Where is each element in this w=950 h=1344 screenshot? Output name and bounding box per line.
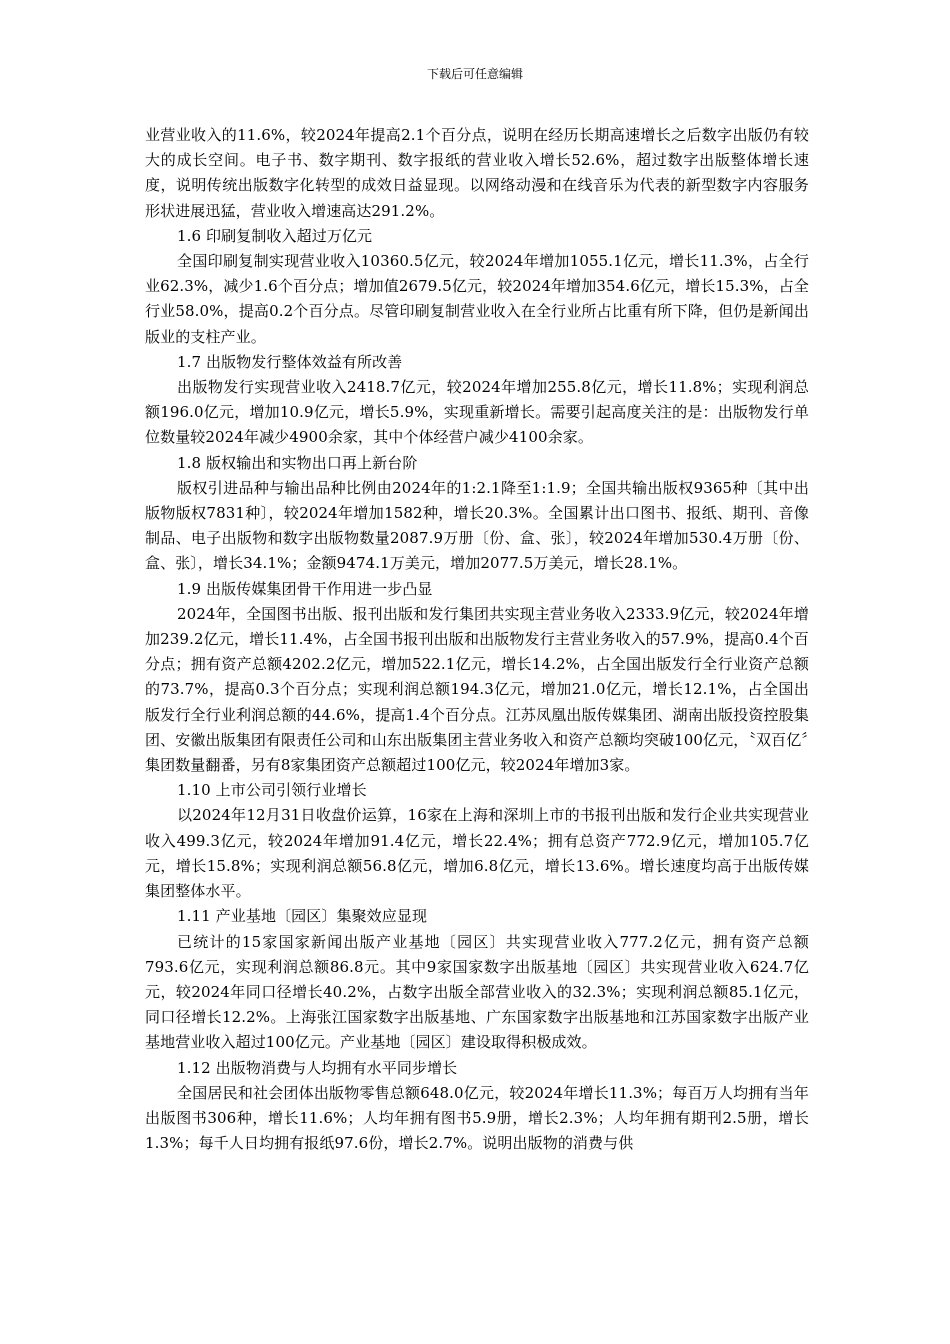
paragraph-listed-companies: 以2024年12月31日收盘价运算，16家在上海和深圳上市的书报刊出版和发行企业共实现营业收入499.3亿元，较2024年增加91.4亿元，增长22.4%；拥有总资产772.9亿元，增加105.7亿元，增长15.8%；实现利润总额56.8亿元，增加6.8亿元，增长13.6%。增长速度均高于出版传媒集团整体水平。 [145, 806, 809, 901]
section-heading-1-6: 1.6 印刷复制收入超过万亿元 [177, 226, 373, 245]
section-heading-1-9: 1.9 出版传媒集团骨干作用进一步凸显 [177, 579, 433, 598]
paragraph-media-groups: 2024年，全国图书出版、报刊出版和发行集团共实现主营业务收入2333.9亿元，较2024年增加239.2亿元，增长11.4%，占全国书报刊出版和出版物发行主营业务收入的57.9%，提高0.4个百分点；拥有资产总额4202.2亿元，增加522.1亿元，增长14.2%，占全国出版发行全行业资产总额的73.7%，提高0.3个百分点；实现利润总额194.3亿元，增加21.0亿元，增长12.1%，占全国出版发行全行业利润总额的44.6%，提高1.4个百分点。江苏凤凰出版传媒集团、湖南出版投资控股集团、安徽出版集团有限责任公司和山东出版集团主营业务收入和资产总额均突破100亿元，〝双百亿〞集团数量翻番，另有8家集团资产总额超过100亿元，较2024年增加3家。 [145, 604, 809, 775]
section-heading-1-12: 1.12 出版物消费与人均拥有水平同步增长 [177, 1058, 458, 1077]
paragraph-copyright-export: 版权引进品种与输出品种比例由2024年的1:2.1降至1:1.9；全国共输出版权9365种〔其中出版物版权7831种〕，较2024年增加1582种，增长20.3%。全国累计出口图书、报纸、期刊、音像制品、电子出版物和数字出版物数量2087.9万册〔份、盒、张〕，较2024年增加530.4万册〔份、盒、张〕，增长34.1%；金额9474.1万美元，增加2077.5万美元，增长28.1%。 [145, 478, 809, 573]
paragraph-industrial-bases: 已统计的15家国家新闻出版产业基地〔园区〕共实现营业收入777.2亿元，拥有资产总额793.6亿元，实现利润总额86.8元。其中9家国家数字出版基地〔园区〕共实现营业收入624.7亿元，较2024年同口径增长40.2%，占数字出版全部营业收入的32.3%；实现利润总额85.1亿元，同口径增长12.2%。上海张江国家数字出版基地、广东国家数字出版基地和江苏国家数字出版产业基地营业收入超过100亿元。产业基地〔园区〕建设取得积极成效。 [145, 932, 809, 1052]
paragraph-printing: 全国印刷复制实现营业收入10360.5亿元，较2024年增加1055.1亿元，增长11.3%，占全行业62.3%，减少1.6个百分点；增加值2679.5亿元，较2024年增加354.6亿元，增长15.3%，占全行业58.0%，提高0.2个百分点。尽管印刷复制营业收入在全行业所占比重有所下降，但仍是新闻出版业的支柱产业。 [145, 252, 809, 346]
paragraph-distribution: 出版物发行实现营业收入2418.7亿元，较2024年增加255.8亿元，增长11.8%；实现利润总额196.0亿元，增加10.9亿元，增长5.9%，实现重新增长。需要引起高度关注的是：出版物发行单位数量较2024年减少4900余家，其中个体经营户减少4100余家。 [145, 378, 809, 447]
paragraph-digital-publishing-cont: 业营业收入的11.6%，较2024年提高2.1个百分点，说明在经历长期高速增长之后数字出版仍有较大的成长空间。电子书、数字期刊、数字报纸的营业收入增长52.6%，超过数字出版整体增长速度，说明传统出版数字化转型的成效日益显现。以网络动漫和在线音乐为代表的新型数字内容服务形状进展迅猛，营业收入增速高达291.2%。 [145, 126, 809, 220]
section-heading-1-8: 1.8 版权输出和实物出口再上新台阶 [177, 453, 418, 472]
paragraph-consumption: 全国居民和社会团体出版物零售总额648.0亿元，较2024年增长11.3%；每百万人均拥有当年出版图书306种，增长11.6%；人均年拥有图书5.9册，增长2.3%；人均年拥有期刊2.5册，增长1.3%；每千人日均拥有报纸97.6份，增长2.7%。说明出版物的消费与供 [145, 1083, 809, 1153]
page-header-note: 下载后可任意编辑 [426, 67, 523, 81]
section-heading-1-7: 1.7 出版物发行整体效益有所改善 [177, 352, 403, 371]
section-heading-1-10: 1.10 上市公司引领行业增长 [177, 781, 367, 800]
document-body [145, 123, 809, 1156]
section-heading-1-11: 1.11 产业基地〔园区〕集聚效应显现 [177, 907, 428, 926]
